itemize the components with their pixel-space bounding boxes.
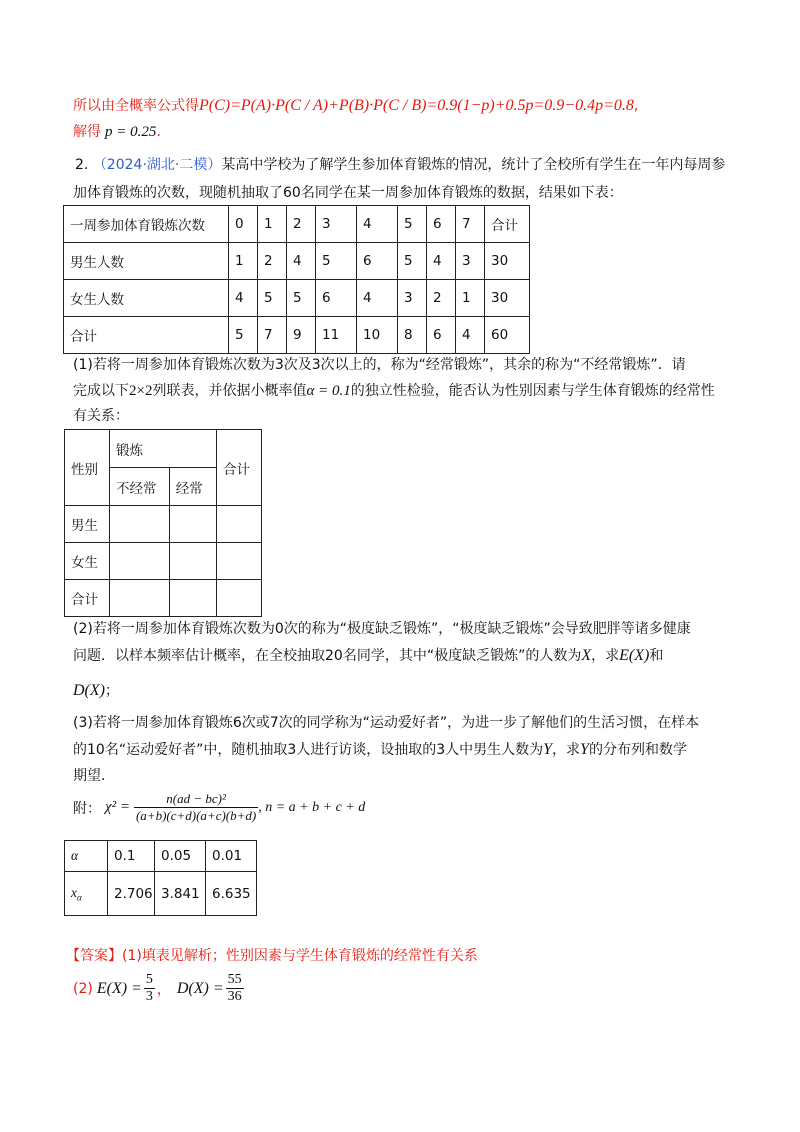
formula-prefix: 所以由全概率公式得 — [73, 98, 199, 114]
table-cell: 5 — [258, 280, 287, 317]
problem-number: 2. — [75, 157, 89, 173]
table-cell: 6 — [427, 317, 456, 354]
empty-cell[interactable] — [217, 506, 262, 543]
part1-line3: 有关系： — [73, 408, 129, 424]
table-cell: 0 — [229, 206, 258, 243]
table-cell: 6 — [357, 243, 398, 280]
table-cell: 10 — [357, 317, 398, 354]
table-row — [64, 317, 530, 354]
intro-text-1: 某高中学校为了解学生参加体育锻炼的情况，统计了全校所有学生在一年内每周参 — [221, 157, 726, 173]
table-cell: 11 — [316, 317, 357, 354]
critical-value-table — [64, 840, 257, 916]
chi-denominator: (a+b)(c+d)(a+c)(b+d) — [135, 808, 257, 823]
table-cell: 4 — [456, 317, 485, 354]
part1-line2 — [73, 381, 715, 401]
contingency-table — [64, 429, 262, 617]
empty-cell[interactable] — [169, 543, 216, 580]
row-label-male: 男生 — [65, 506, 110, 543]
alpha-value: 0.05 — [155, 841, 206, 872]
table-row — [64, 243, 530, 280]
critical-value: 3.841 — [155, 872, 206, 916]
part1-2x2: 2×2 — [129, 383, 153, 399]
expectation-ex: E(X) — [619, 647, 650, 664]
part2-line2 — [73, 646, 663, 666]
alpha-value: 0.01 — [206, 841, 257, 872]
table-cell: 合计 — [485, 206, 530, 243]
answer-ex: E(X) = — [96, 979, 142, 997]
part1-alpha: α = 0.1 — [306, 383, 351, 399]
chi-square-formula — [73, 791, 365, 824]
critical-value: 2.706 — [108, 872, 155, 916]
chi-square-symbol: χ² = — [105, 799, 130, 815]
formula-end: , — [633, 98, 639, 114]
table-cell: 4 — [357, 280, 398, 317]
often-header: 经常 — [169, 468, 216, 506]
table-cell: 60 — [485, 317, 530, 354]
table-cell: 4 — [357, 206, 398, 243]
part3-line3: 期望. — [73, 768, 106, 784]
alpha-value: 0.1 — [108, 841, 155, 872]
table-cell: 30 — [485, 243, 530, 280]
table-cell: 5 — [398, 206, 427, 243]
empty-cell[interactable] — [110, 580, 170, 617]
empty-cell[interactable] — [217, 580, 262, 617]
table-cell: 6 — [427, 206, 456, 243]
part2-text-a: 问题．以样本频率估计概率，在全校抽取20名同学，其中“极度缺乏锻炼”的人数为 — [73, 648, 582, 664]
empty-cell[interactable] — [217, 543, 262, 580]
exercise-header: 锻炼 — [110, 430, 217, 468]
problem-source: （2024·湖北·二模） — [92, 157, 222, 173]
ex-numerator: 5 — [145, 972, 153, 987]
var-x: X — [581, 647, 592, 664]
solve-value: p = 0.25 — [105, 124, 157, 140]
answer-dx: D(X) = — [176, 979, 224, 997]
row-label-female: 女生 — [65, 543, 110, 580]
empty-cell[interactable] — [110, 543, 170, 580]
row-label: 一周参加体育锻炼次数 — [64, 206, 229, 243]
exercise-frequency-table — [63, 205, 530, 354]
table-cell: 9 — [287, 317, 316, 354]
part3-line1: (3)若将一周参加体育锻炼6次或7次的同学称为“运动爱好者”，为进一步了解他们的生活习惯，在样本 — [73, 715, 700, 731]
not-often-header: 不经常 — [110, 468, 170, 506]
table-row — [64, 206, 530, 243]
part3-text-c: 的分布列和数学 — [588, 742, 687, 758]
part1-text-a: 完成以下 — [73, 383, 129, 399]
variance-dx: D(X) — [73, 682, 105, 699]
solve-line — [73, 122, 161, 142]
table-cell: 5 — [287, 280, 316, 317]
row-label: 合计 — [64, 317, 229, 354]
empty-cell[interactable] — [169, 580, 216, 617]
var-y-2: Y — [580, 741, 589, 758]
part2-end: ； — [104, 683, 119, 699]
problem-intro-line2: 加体育锻炼的次数，现随机抽取了60名同学在某一周参加体育锻炼的数据，结果如下表： — [73, 185, 623, 201]
table-cell: 2 — [287, 206, 316, 243]
empty-cell[interactable] — [110, 506, 170, 543]
row-label-total: 合计 — [65, 580, 110, 617]
table-cell: 3 — [316, 206, 357, 243]
answer-line1 — [66, 946, 478, 966]
alpha-header: α — [65, 841, 108, 872]
dx-fraction — [226, 972, 244, 1005]
part2-line1: (2)若将一周参加体育锻炼次数为0次的称为“极度缺乏锻炼”，“极度缺乏锻炼”会导致肥胖等诸多健康 — [73, 621, 691, 637]
alpha-subscript: α — [77, 892, 82, 903]
empty-cell[interactable] — [169, 506, 216, 543]
table-cell: 4 — [287, 243, 316, 280]
answer-text1: (1)填表见解析；性别因素与学生体育锻炼的经常性有关系 — [122, 948, 478, 964]
table-cell: 6 — [316, 280, 357, 317]
answer-tag: 【答案】 — [66, 948, 122, 964]
table-cell: 30 — [485, 280, 530, 317]
appendix-label: 附： — [73, 800, 101, 817]
part1-line1: (1)若将一周参加体育锻炼次数为3次及3次以上的，称为“经常锻炼”，其余的称为“不经常锻炼”．请 — [73, 357, 686, 373]
part2-text-b: ，求 — [591, 648, 620, 664]
table-cell: 2 — [258, 243, 287, 280]
table-cell: 2 — [427, 280, 456, 317]
gender-header: 性别 — [65, 430, 110, 506]
part1-text-c: 的独立性检验，能否认为性别因素与学生体育锻炼的经常性 — [350, 383, 715, 399]
ex-denominator: 3 — [145, 989, 153, 1004]
answer-line2 — [73, 972, 244, 1005]
problem-intro-line1 — [75, 155, 725, 175]
answer-part2-label: (2) — [73, 980, 93, 997]
table-cell: 5 — [398, 243, 427, 280]
part3-text-a: 的10名“运动爱好者”中，随机抽取3人进行访谈，设抽取的3人中男生人数为 — [73, 742, 544, 758]
table-cell: 1 — [456, 280, 485, 317]
total-header: 合计 — [217, 430, 262, 506]
table-cell: 3 — [456, 243, 485, 280]
part3-text-b: ，求 — [552, 742, 581, 758]
dx-numerator: 55 — [227, 972, 242, 987]
formula-line — [73, 96, 638, 116]
x-alpha-header — [65, 872, 108, 916]
table-cell: 7 — [258, 317, 287, 354]
critical-value: 6.635 — [206, 872, 257, 916]
table-cell: 5 — [316, 243, 357, 280]
answer-separator: ， — [156, 981, 171, 998]
chi-numerator: n(ad − bc)² — [134, 791, 258, 808]
solve-end: . — [156, 124, 161, 140]
x-symbol: x — [71, 884, 77, 900]
table-cell: 3 — [398, 280, 427, 317]
row-label: 女生人数 — [64, 280, 229, 317]
table-cell: 7 — [456, 206, 485, 243]
var-y: Y — [543, 741, 553, 758]
table-cell: 5 — [229, 317, 258, 354]
table-cell: 1 — [229, 243, 258, 280]
total-probability-formula: P(C)=P(A)·P(C / A)+P(B)·P(C / B)=0.9(1−p)+0.5p=0.9−0.4p=0.8 — [199, 97, 634, 114]
table-cell: 1 — [258, 206, 287, 243]
ex-fraction — [144, 972, 155, 1005]
row-label: 男生人数 — [64, 243, 229, 280]
chi-square-fraction — [134, 791, 258, 824]
dx-denominator: 36 — [227, 989, 242, 1004]
part3-line2 — [73, 740, 687, 760]
table-cell: 8 — [398, 317, 427, 354]
chi-tail: , n = a + b + c + d — [258, 799, 366, 815]
table-cell: 4 — [427, 243, 456, 280]
solve-prefix: 解得 — [73, 124, 101, 140]
table-cell: 4 — [229, 280, 258, 317]
part1-text-b: 列联表，并依据小概率值 — [152, 383, 307, 399]
part2-text-c: 和 — [649, 648, 664, 664]
part2-line3 — [73, 681, 119, 701]
table-row — [64, 280, 530, 317]
